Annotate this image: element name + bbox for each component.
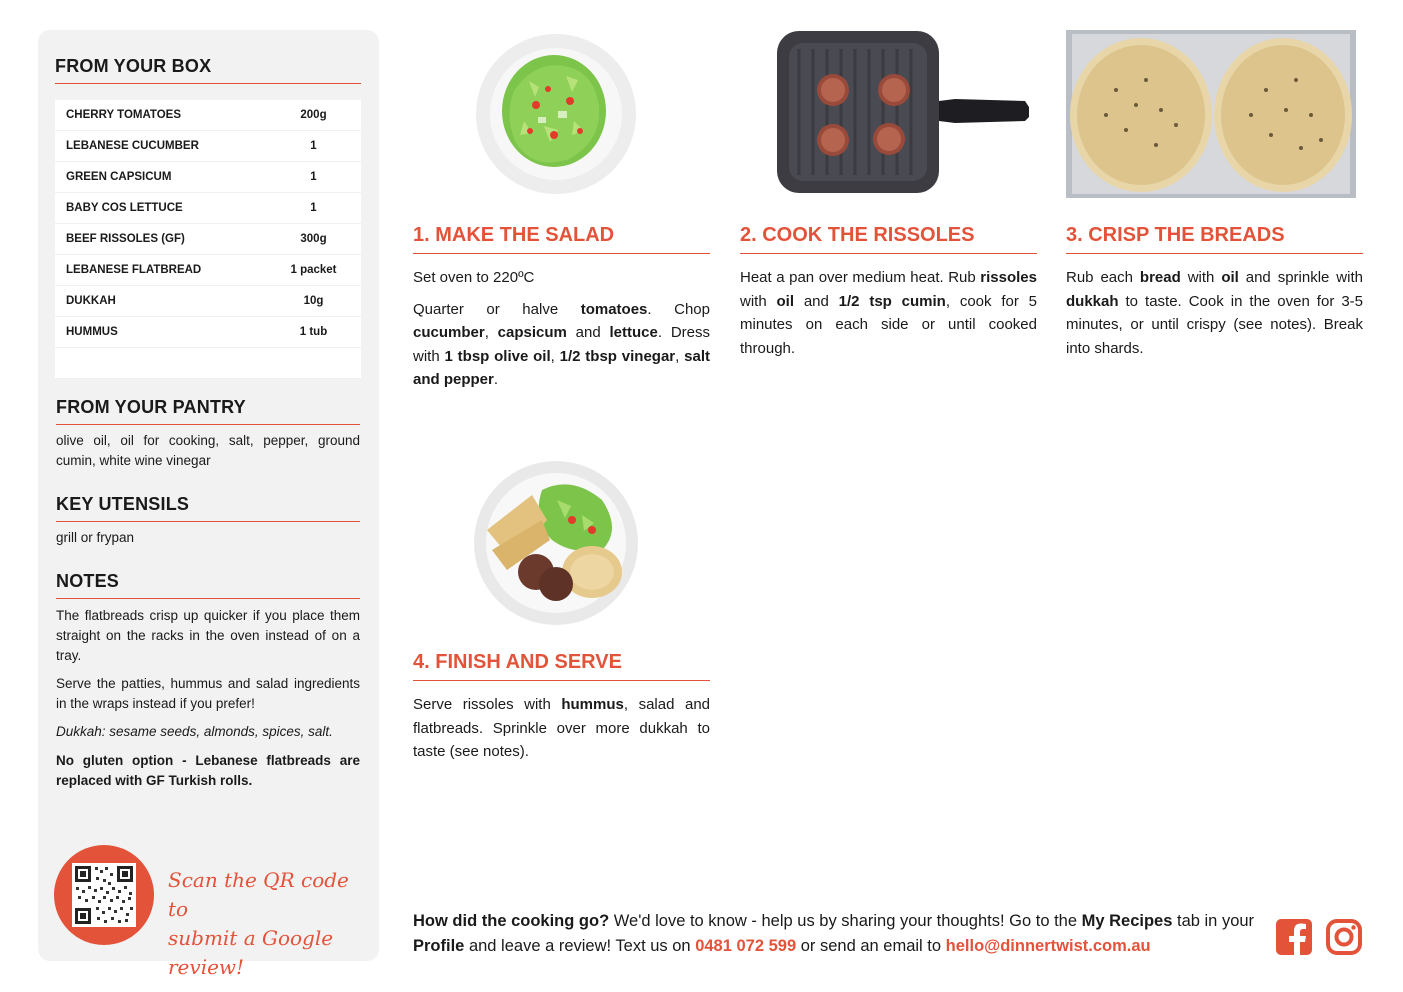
step-2-method: Heat a pan over medium heat. Rub rissoles with oil and 1/2 tsp cumin, cook for 5 minutes on each side or until cooked through. — [740, 269, 1038, 357]
table-row — [55, 100, 361, 131]
table-row — [55, 131, 361, 162]
step-3-method: Rub each bread with oil and sprinkle with dukkah to taste. Cook in the oven for 3-5 minutes, or until crispy (see notes). Break into shards. — [1066, 269, 1363, 357]
ingredient-name: LEBANESE FLATBREAD — [55, 255, 266, 286]
utensils-section-title: KEY UTENSILS — [56, 494, 360, 522]
table-row — [55, 317, 361, 348]
feedback-footer: How did the cooking go? We'd love to know - help us by sharing your thoughts! Go to the My Recipes tab in your Profile and leave a review! Text us on 0481 072 599 or send an email to hello@dinnertwist.com.au — [413, 912, 1255, 955]
ingredient-qty: 1 packet — [266, 255, 361, 286]
step-1-text — [413, 266, 710, 400]
note-2: Serve the patties, hummus and salad ingredients in the wraps instead if you prefer! — [56, 676, 360, 711]
step-4-title: 4. FINISH AND SERVE — [413, 651, 710, 681]
ingredient-name: BABY COS LETTUCE — [55, 193, 266, 224]
ingredient-qty: 1 — [266, 131, 361, 162]
step-4-method: Serve rissoles with hummus, salad and flatbreads. Sprinkle over more dukkah to taste (see notes). — [413, 696, 710, 760]
ingredient-qty: 10g — [266, 286, 361, 317]
step-2-title: 2. COOK THE RISSOLES — [740, 224, 1037, 254]
table-row — [55, 286, 361, 317]
pantry-section-title: FROM YOUR PANTRY — [56, 397, 360, 425]
step-3-title: 3. CRISP THE BREADS — [1066, 224, 1363, 254]
plated-dish-image — [472, 460, 640, 627]
flatbreads-image — [1066, 30, 1356, 198]
phone-link[interactable]: 0481 072 599 — [695, 937, 797, 955]
ingredient-qty: 1 tub — [266, 317, 361, 348]
ingredient-name: BEEF RISSOLES (GF) — [55, 224, 266, 255]
ingredient-qty: 300g — [266, 224, 361, 255]
box-ingredients-table — [55, 100, 361, 379]
table-row — [55, 255, 361, 286]
table-row — [55, 224, 361, 255]
instagram-icon[interactable] — [1325, 918, 1363, 956]
qr-caption — [168, 866, 368, 982]
step-1-oven: Set oven to 220ºC — [413, 269, 535, 286]
qr-code-icon[interactable] — [72, 863, 136, 927]
ingredient-name: LEBANESE CUCUMBER — [55, 131, 266, 162]
grill-pan-image — [775, 29, 1031, 197]
ingredient-qty: 1 — [266, 162, 361, 193]
step-1-title: 1. MAKE THE SALAD — [413, 224, 710, 254]
step-4-text — [413, 693, 710, 772]
step-1-method: Quarter or halve tomatoes. Chop cucumber, capsicum and lettuce. Dress with 1 tbsp olive oil, 1/2 tbsp vinegar, salt and pepper. — [413, 300, 711, 388]
facebook-icon[interactable] — [1275, 918, 1313, 956]
ingredient-name: CHERRY TOMATOES — [55, 100, 266, 131]
utensils-text: grill or frypan — [56, 530, 135, 545]
pantry-text: olive oil, oil for cooking, salt, pepper, ground cumin, white wine vinegar — [56, 433, 360, 468]
ingredient-name: HUMMUS — [55, 317, 266, 348]
qr-caption-line-1: Scan the QR code to — [168, 868, 349, 921]
table-row — [55, 193, 361, 224]
qr-badge — [54, 845, 154, 945]
ingredient-name: DUKKAH — [55, 286, 266, 317]
step-3-text — [1066, 266, 1363, 368]
ingredients-sidebar — [38, 30, 379, 979]
table-row — [55, 162, 361, 193]
salad-image — [474, 31, 638, 197]
qr-caption-line-2: submit a Google review! — [168, 926, 334, 979]
email-link[interactable]: hello@dinnertwist.com.au — [945, 937, 1151, 955]
note-3: Dukkah: sesame seeds, almonds, spices, salt. — [56, 724, 333, 739]
ingredient-name: GREEN CAPSICUM — [55, 162, 266, 193]
ingredient-qty: 200g — [266, 100, 361, 131]
note-1: The flatbreads crisp up quicker if you place them straight on the racks in the oven instead of on a tray. — [56, 608, 360, 663]
table-row-empty — [55, 348, 361, 379]
note-4: No gluten option - Lebanese flatbreads are replaced with GF Turkish rolls. — [56, 753, 360, 788]
ingredient-qty: 1 — [266, 193, 361, 224]
box-section-title: FROM YOUR BOX — [55, 56, 361, 84]
notes-section-title: NOTES — [56, 571, 360, 599]
step-2-text — [740, 266, 1037, 368]
